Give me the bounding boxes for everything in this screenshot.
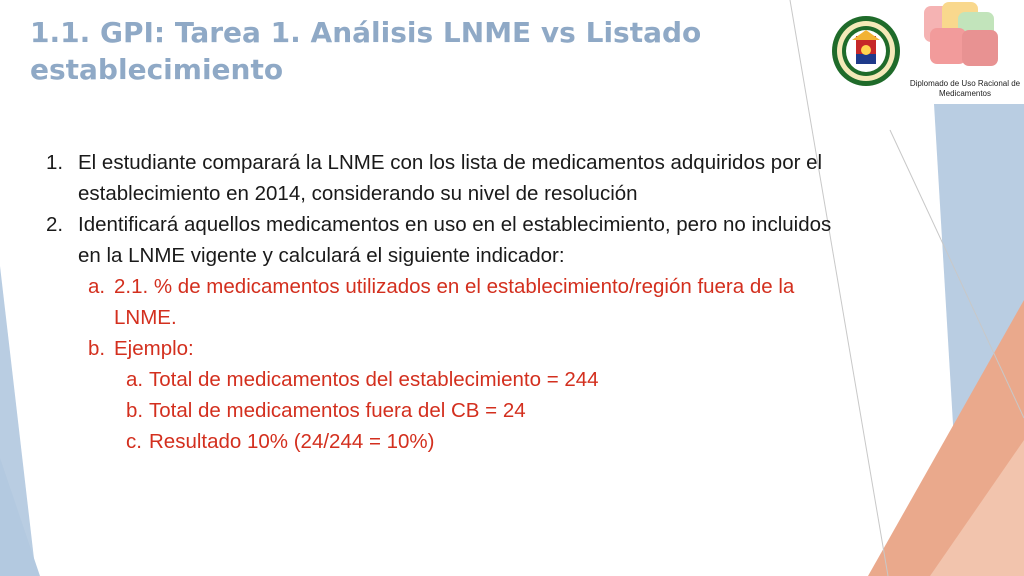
list-marker: 1. — [46, 151, 64, 174]
list-marker: c. — [126, 430, 142, 453]
list-marker: a. — [88, 275, 106, 298]
caption-line-2: Medicamentos — [938, 89, 992, 98]
list-text: Identificará aquellos medicamentos en uso en el establecimiento, pero no incluidos en la LNME vigente y calculará el siguiente indicador: — [78, 213, 832, 267]
list-text: Ejemplo: — [114, 337, 194, 360]
list-marker: b. — [88, 337, 106, 360]
list-item — [46, 209, 846, 271]
list-text: Resultado 10% (24/244 = 10%) — [149, 430, 435, 453]
list-marker: a. — [126, 368, 144, 391]
sub-list-item — [46, 333, 846, 364]
list-marker: 2. — [46, 213, 64, 236]
university-seal-logo — [830, 14, 902, 88]
example-item — [46, 395, 846, 426]
diploma-caption — [906, 79, 1024, 99]
list-marker: b. — [126, 399, 144, 422]
sub-list-item — [46, 271, 846, 333]
list-text: El estudiante comparará la LNME con los lista de medicamentos adquiridos por el establecimiento en 2014, considerando su nivel de resolución — [78, 151, 823, 205]
slide-title: 1.1. GPI: Tarea 1. Análisis LNME vs Listado establecimiento — [30, 16, 702, 86]
list-text: Total de medicamentos fuera del CB = 24 — [149, 399, 526, 422]
caption-line-1: Diplomado de Uso Racional de — [909, 79, 1021, 88]
example-item — [46, 364, 846, 395]
list-item — [46, 147, 846, 209]
list-text: 2.1. % de medicamentos utilizados en el establecimiento/región fuera de la LNME. — [114, 275, 795, 329]
slide-body — [46, 147, 846, 457]
example-item — [46, 426, 846, 457]
list-text: Total de medicamentos del establecimiento = 244 — [149, 368, 599, 391]
colored-squares-logo — [924, 2, 998, 66]
